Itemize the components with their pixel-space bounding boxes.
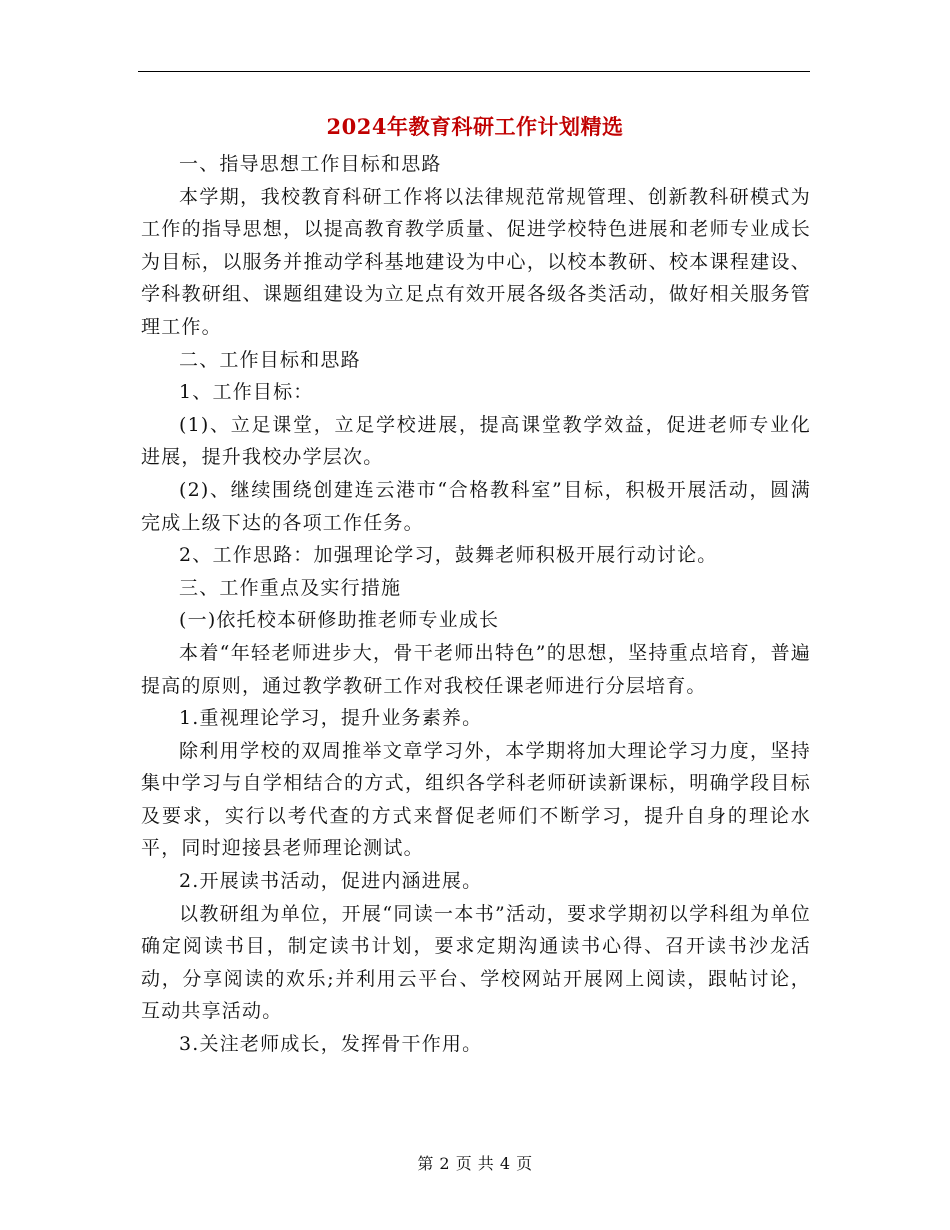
section-heading-1: 一、指导思想工作目标和思路: [179, 153, 442, 175]
footer-mid: 页 共: [455, 1154, 495, 1173]
subheading: 1.重视理论学习，提升业务素养。: [179, 707, 483, 730]
paragraph: 除利用学校的双周推举文章学习外，本学期将加大理论学习力度，坚持集中学习与自学相结合的方式，组织各学科老师研读新课标，明确学段目标及要求，实行以考代查的方式来督促老师们不断学习，提升自身的理论水平，同时迎接县老师理论测试。: [141, 739, 811, 860]
page-footer: [0, 1153, 950, 1175]
subheading: (一)依托校本研修助推老师专业成长: [179, 609, 500, 632]
total-pages-number: 4: [499, 1154, 511, 1173]
paragraph: 本着“年轻老师进步大，骨干老师出特色”的思想，坚持重点培育，普遍提高的原则，通过教学教研工作对我校任课老师进行分层培育。: [141, 641, 811, 697]
section-heading-3: 三、工作重点及实行措施: [179, 576, 402, 599]
header-rule: [138, 71, 810, 72]
paragraph: 本学期，我校教育科研工作将以法律规范常规管理、创新教科研模式为工作的指导思想，以提高教育教学质量、促进学校特色进展和老师专业成长为目标，以服务并推动学科基地建设为中心，以校本教研、校本课程建设、学科教研组、课题组建设为立足点有效开展各级各类活动，做好相关服务管理工作。: [141, 185, 811, 338]
footer-suffix: 页: [516, 1154, 533, 1173]
paragraph: (1)、立足课堂，立足学校进展，提高课堂教学效益，促进老师专业化进展，提升我校办学层次。: [141, 413, 811, 469]
document-body: [141, 148, 811, 1061]
current-page-number: 2: [439, 1154, 451, 1173]
paragraph: (2)、继续围绕创建连云港市“合格教科室”目标，积极开展活动，圆满完成上级下达的各项工作任务。: [141, 478, 811, 534]
subheading: 2.开展读书活动，促进内涵进展。: [179, 870, 483, 893]
document-title: 2024年教育科研工作计划精选: [326, 114, 624, 139]
footer-prefix: 第: [417, 1154, 434, 1173]
section-heading-2: 二、工作目标和思路: [179, 348, 361, 371]
subheading: 3.关注老师成长，发挥骨干作用。: [179, 1033, 483, 1056]
subheading: 1、工作目标：: [179, 381, 314, 404]
paragraph: 以教研组为单位，开展“同读一本书”活动，要求学期初以学科组为单位确定阅读书目，制定读书计划，要求定期沟通读书心得、召开读书沙龙活动，分享阅读的欢乐;并利用云平台、学校网站开展网上阅读，跟帖讨论，互动共享活动。: [141, 902, 811, 1023]
paragraph: 2、工作思路：加强理论学习，鼓舞老师积极开展行动讨论。: [179, 544, 718, 567]
